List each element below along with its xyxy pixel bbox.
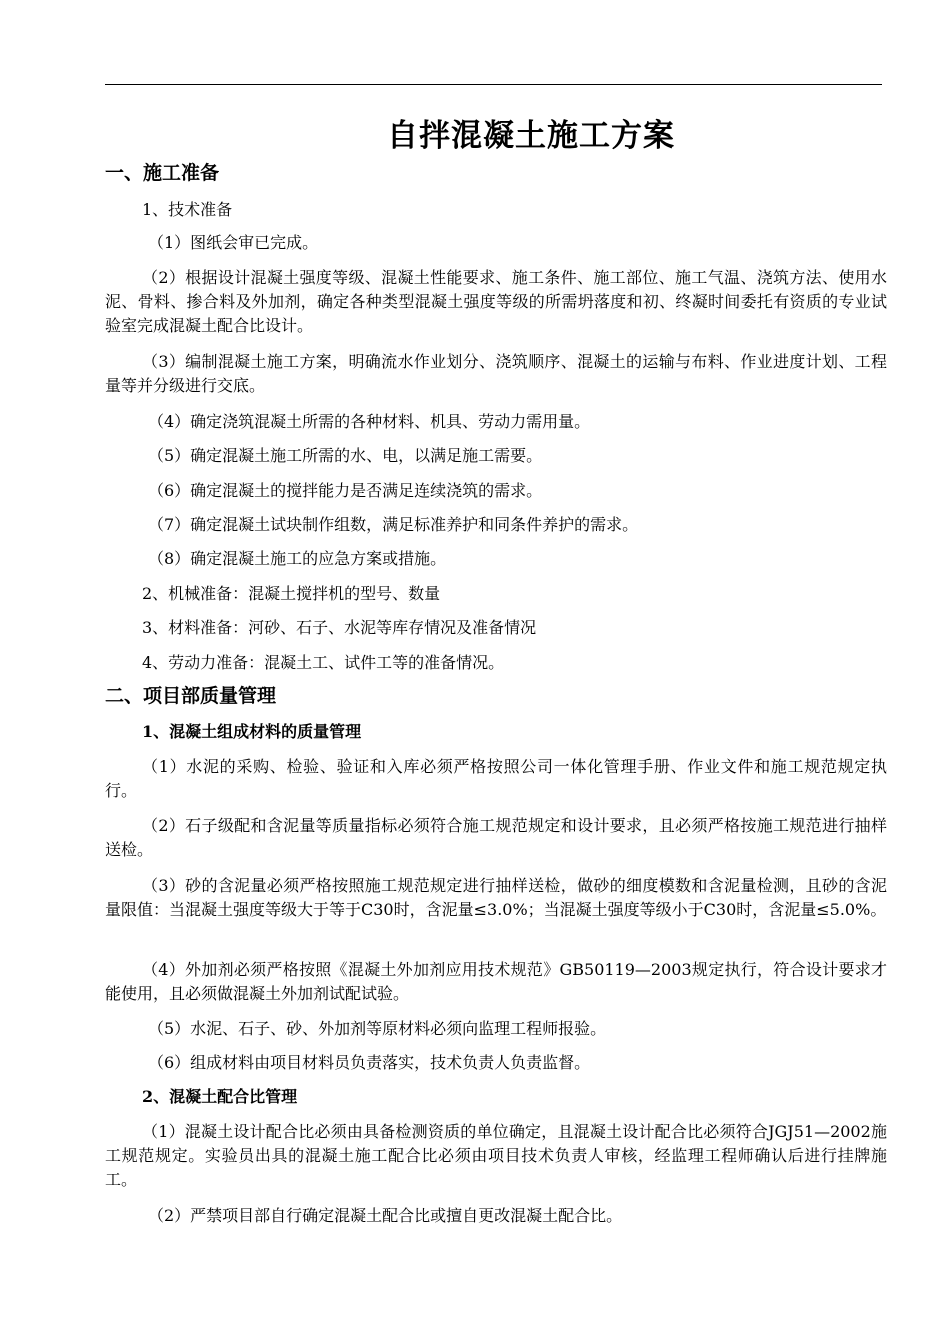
subsection-heading: 2、混凝土配合比管理 xyxy=(142,1087,298,1106)
paragraph: （8）确定混凝土施工的应急方案或措施。 xyxy=(148,549,447,568)
subsection-heading: 1、技术准备 xyxy=(142,200,233,219)
paragraph: （1）混凝土设计配合比必须由具备检测资质的单位确定，且混凝土设计配合比必须符合JGJ51—2002施工规范规定。实验员出具的混凝土施工配合比必须由项目技术负责人审核，经监理工程师确认后进行挂牌施工。 xyxy=(105,1122,887,1189)
paragraph: （3）编制混凝土施工方案，明确流水作业划分、浇筑顺序、混凝土的运输与布料、作业进度计划、工程量等并分级进行交底。 xyxy=(105,352,887,395)
paragraph: （4）确定浇筑混凝土所需的各种材料、机具、劳动力需用量。 xyxy=(148,412,591,431)
paragraph: 2、机械准备：混凝土搅拌机的型号、数量 xyxy=(142,584,441,603)
paragraph: （1）图纸会审已完成。 xyxy=(148,233,319,252)
paragraph: （6）确定混凝土的搅拌能力是否满足连续浇筑的需求。 xyxy=(148,481,543,500)
paragraph: （5）水泥、石子、砂、外加剂等原材料必须向监理工程师报验。 xyxy=(148,1019,607,1038)
paragraph: （7）确定混凝土试块制作组数，满足标准养护和同条件养护的需求。 xyxy=(148,515,639,534)
paragraph: （4）外加剂必须严格按照《混凝土外加剂应用技术规范》GB50119—2003规定执行，符合设计要求才能使用，且必须做混凝土外加剂试配试验。 xyxy=(105,960,887,1003)
paragraph: （2）石子级配和含泥量等质量指标必须符合施工规范规定和设计要求，且必须严格按施工规范进行抽样送检。 xyxy=(105,816,887,859)
section-heading: 二、项目部质量管理 xyxy=(105,685,277,707)
subsection-heading: 1、混凝土组成材料的质量管理 xyxy=(142,722,362,741)
paragraph: （2）严禁项目部自行确定混凝土配合比或擅自更改混凝土配合比。 xyxy=(148,1206,623,1225)
document-title: 自拌混凝土施工方案 xyxy=(387,118,675,154)
paragraph: （5）确定混凝土施工所需的水、电，以满足施工需要。 xyxy=(148,446,543,465)
section-heading: 一、施工准备 xyxy=(105,162,220,184)
paragraph: 4、劳动力准备：混凝土工、试件工等的准备情况。 xyxy=(142,653,505,672)
paragraph: （2）根据设计混凝土强度等级、混凝土性能要求、施工条件、施工部位、施工气温、浇筑方法、使用水泥、骨料、掺合料及外加剂，确定各种类型混凝土强度等级的所需坍落度和初、终凝时间委托有资质的专业试验室完成混凝土配合比设计。 xyxy=(105,268,887,335)
paragraph: 3、材料准备：河砂、石子、水泥等库存情况及准备情况 xyxy=(142,618,537,637)
header-rule xyxy=(105,84,882,85)
paragraph: （1）水泥的采购、检验、验证和入库必须严格按照公司一体化管理手册、作业文件和施工规范规定执行。 xyxy=(105,757,887,800)
paragraph: （6）组成材料由项目材料员负责落实，技术负责人负责监督。 xyxy=(148,1053,591,1072)
paragraph: （3）砂的含泥量必须严格按照施工规范规定进行抽样送检，做砂的细度模数和含泥量检测，且砂的含泥量限值：当混凝土强度等级大于等于C30时，含泥量≤3.0%；当混凝土强度等级小于C30时，含泥量≤5.0%。 xyxy=(105,876,887,919)
